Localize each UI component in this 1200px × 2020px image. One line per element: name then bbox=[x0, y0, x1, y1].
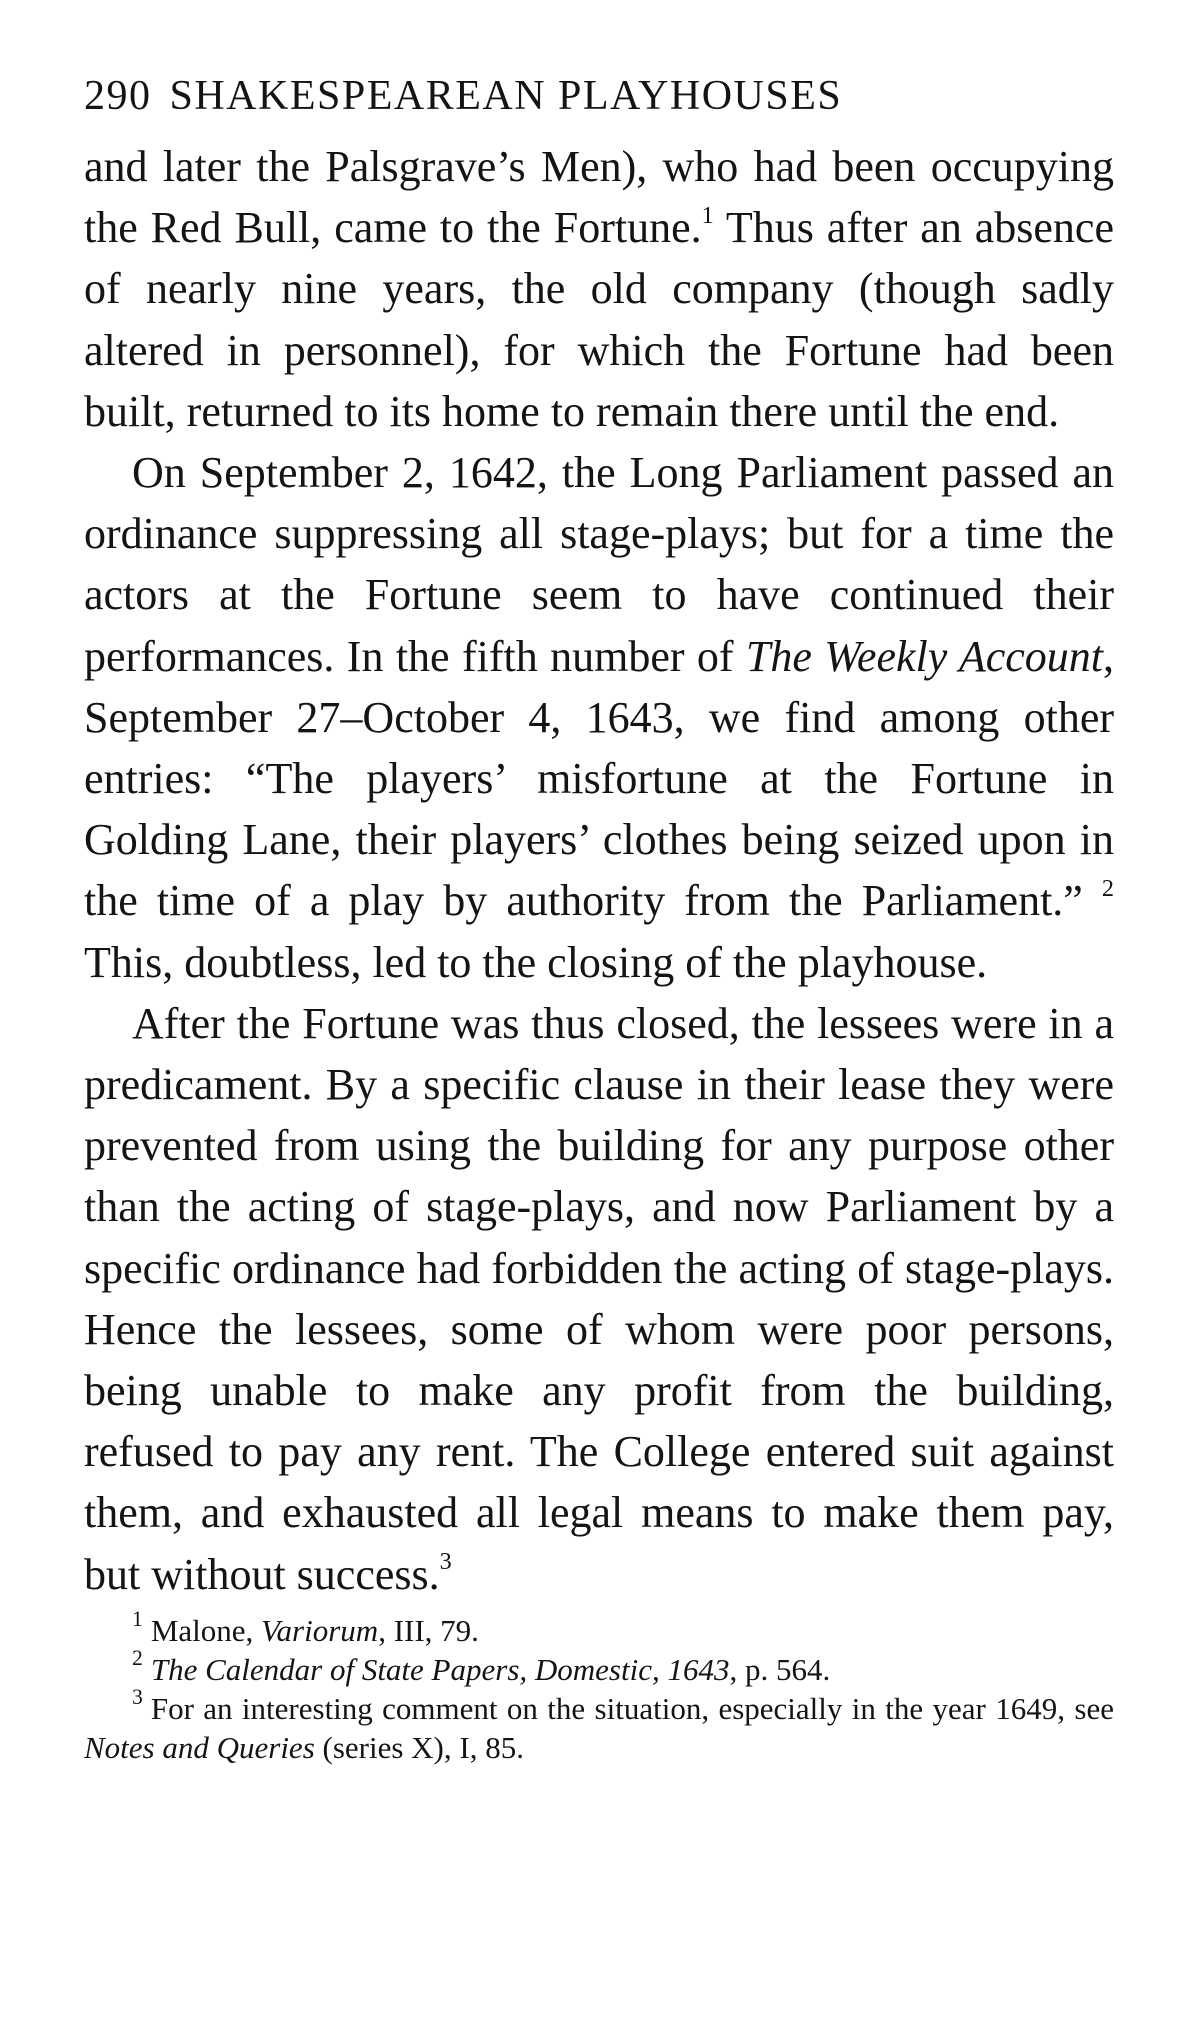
running-title: SHAKESPEAREAN PLAYHOUSES bbox=[169, 73, 843, 119]
running-head bbox=[84, 70, 1114, 122]
paragraph-text: This, doubtless, led to the closing of the playhouse. bbox=[84, 937, 988, 987]
footnote-reference: 3 bbox=[439, 1548, 452, 1576]
footnote-reference: 1 bbox=[701, 201, 714, 229]
footnote-text: (series X), I, 85. bbox=[314, 1729, 524, 1765]
book-page bbox=[84, 70, 1114, 1767]
paragraph-text: , September 27–October 4, 1643, we find among other entries: “The players’ misfortune at the Fortune in Golding Lane, their players’ clothes being seized upon in the time of a play by authority from the Parliament.” bbox=[84, 631, 1114, 926]
paragraph bbox=[84, 993, 1114, 1605]
publication-title: The Calendar of State Papers, Domestic, 1643 bbox=[150, 1651, 730, 1687]
footnote-mark: 2 bbox=[132, 1646, 143, 1671]
footnote bbox=[84, 1607, 1114, 1650]
publication-title: Variorum bbox=[261, 1612, 379, 1648]
footnote-mark: 1 bbox=[132, 1607, 143, 1632]
footnote-text: For an interesting comment on the situation, especially in the year 1649, see bbox=[150, 1690, 1114, 1726]
footnote-text: Malone, bbox=[150, 1612, 262, 1648]
page-number: 290 bbox=[84, 73, 152, 119]
footnote bbox=[84, 1646, 1114, 1689]
publication-title: The Weekly Account bbox=[745, 631, 1103, 681]
paragraph bbox=[84, 442, 1114, 993]
footnotes bbox=[84, 1607, 1114, 1767]
paragraph bbox=[84, 136, 1114, 442]
footnote-reference: 2 bbox=[1101, 875, 1114, 903]
paragraph-text: After the Fortune was thus closed, the lessees were in a predicament. By a specific clause in their lease they were prevented from using the building for any purpose other than the acting of stage-plays, and now Parliament by a specific ordinance had forbidden the acting of stage-plays. Hence the lessees, some of whom were poor persons, being unable to make any profit from the building, refused to pay any rent. The College entered suit against them, and exhausted all legal means to make them pay, but without success. bbox=[84, 998, 1114, 1599]
footnote bbox=[84, 1685, 1114, 1767]
footnote-text: , III, 79. bbox=[378, 1612, 479, 1648]
footnote-mark: 3 bbox=[132, 1685, 143, 1710]
paragraph-text: On September 2, 1642, the Long Parliament passed an ordinance suppressing all stage-plays; but for a time the actors at the Fortune seem to have continued their performances. In the fifth number of bbox=[84, 448, 1114, 681]
paragraph-text: Thus after an absence of nearly nine years, the old company (though sadly altered in personnel), for which the Fortune had been built, returned to its home to remain there until the end. bbox=[84, 203, 1114, 436]
footnote-text: , p. 564. bbox=[729, 1651, 831, 1687]
publication-title: Notes and Queries bbox=[84, 1729, 315, 1765]
body-text bbox=[84, 136, 1114, 1605]
paragraph-text: and later the Palsgrave’s Men), who had been occupying the Red Bull, came to the Fortune. bbox=[84, 142, 1114, 253]
